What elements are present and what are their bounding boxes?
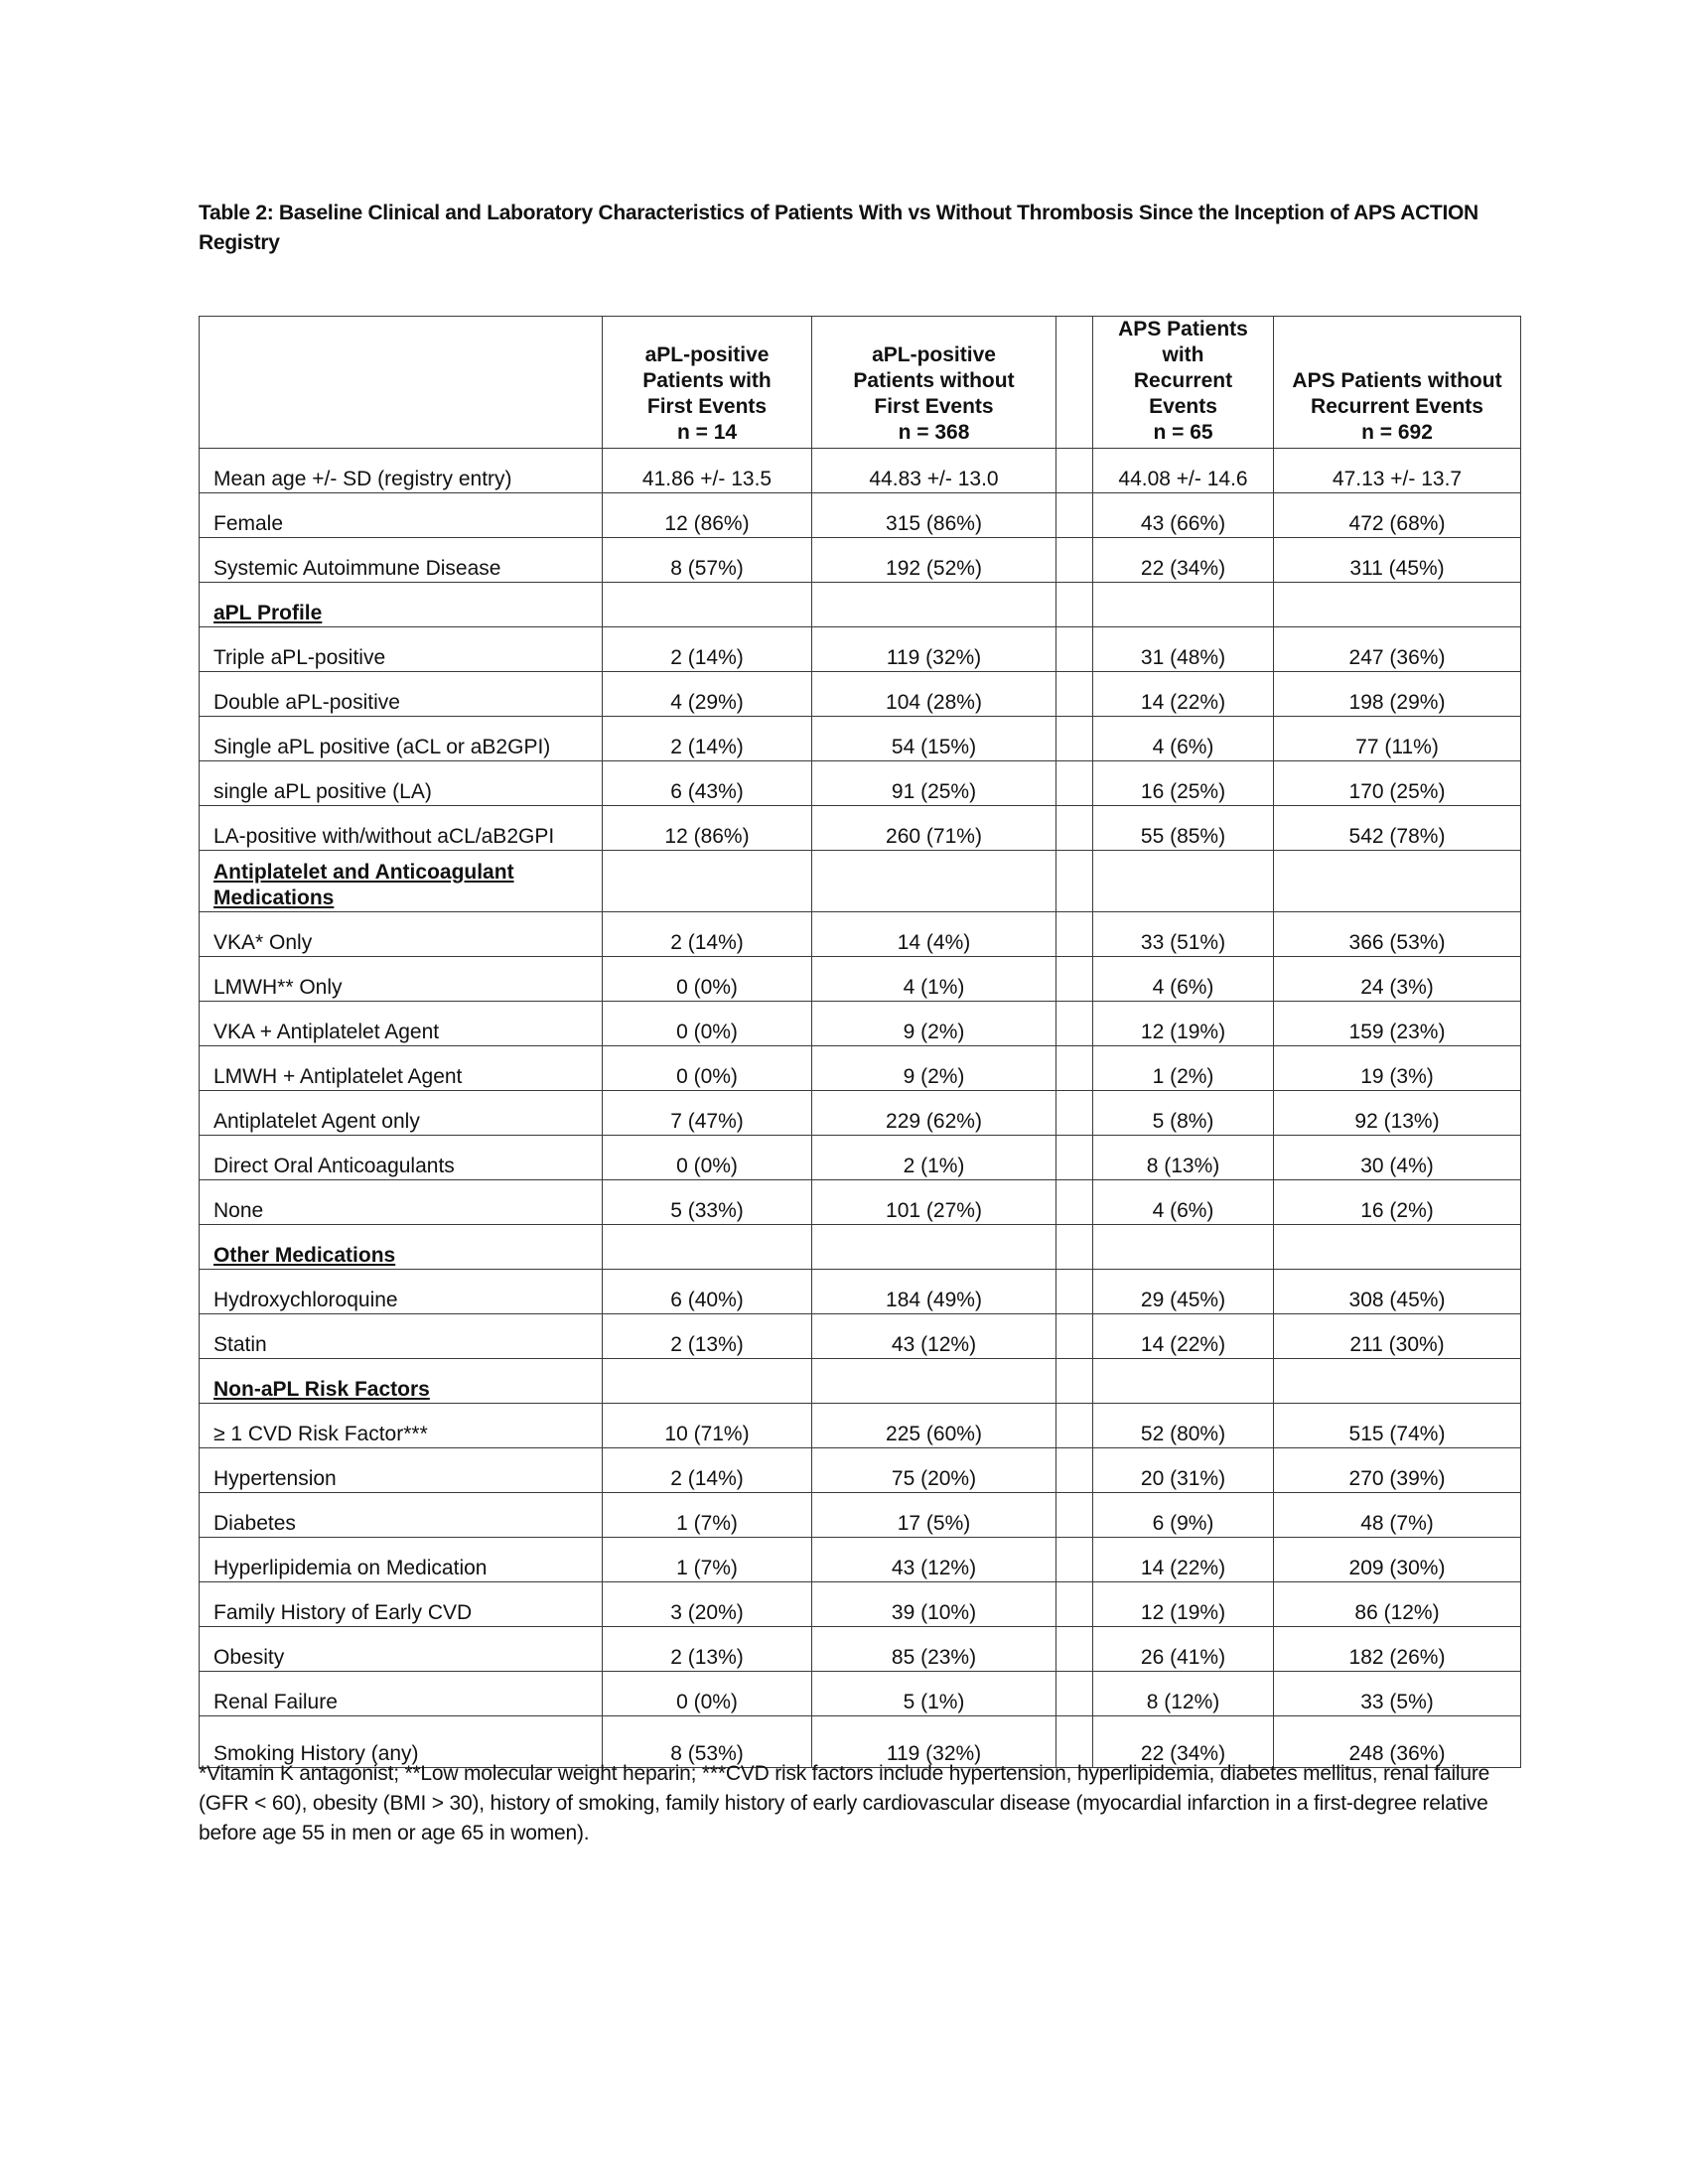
value-cell: 14 (22%) (1093, 672, 1274, 717)
value-cell (603, 1225, 812, 1270)
spacer-cell (1056, 1359, 1093, 1404)
section-header-row (200, 583, 1521, 627)
value-cell (603, 1359, 812, 1404)
value-cell (603, 851, 812, 912)
value-cell: 44.83 +/- 13.0 (812, 449, 1056, 493)
table-row (200, 1046, 1521, 1091)
value-cell: 104 (28%) (812, 672, 1056, 717)
value-cell: 6 (40%) (603, 1270, 812, 1314)
value-cell: 33 (5%) (1274, 1672, 1521, 1716)
value-cell: 2 (14%) (603, 717, 812, 761)
value-cell: 4 (6%) (1093, 957, 1274, 1002)
table-row (200, 493, 1521, 538)
value-cell: 33 (51%) (1093, 912, 1274, 957)
spacer-cell (1056, 717, 1093, 761)
table-row (200, 806, 1521, 851)
section-label: Other Medications (200, 1225, 603, 1270)
table-row (200, 627, 1521, 672)
value-cell: 159 (23%) (1274, 1002, 1521, 1046)
spacer-cell (1056, 1091, 1093, 1136)
value-cell: 92 (13%) (1274, 1091, 1521, 1136)
value-cell: 20 (31%) (1093, 1448, 1274, 1493)
value-cell: 17 (5%) (812, 1493, 1056, 1538)
value-cell: 43 (12%) (812, 1314, 1056, 1359)
spacer-cell (1056, 957, 1093, 1002)
value-cell (812, 583, 1056, 627)
spacer-cell (1056, 1136, 1093, 1180)
value-cell (1093, 1225, 1274, 1270)
header-line: Patients with (642, 369, 772, 392)
table-row (200, 1672, 1521, 1716)
value-cell: 2 (14%) (603, 912, 812, 957)
value-cell: 9 (2%) (812, 1046, 1056, 1091)
header-apl-without-first-events (812, 317, 1056, 449)
value-cell: 29 (45%) (1093, 1270, 1274, 1314)
table-row (200, 672, 1521, 717)
value-cell: 30 (4%) (1274, 1136, 1521, 1180)
table-row (200, 1538, 1521, 1582)
row-label: Smoking History (any) (200, 1716, 603, 1768)
value-cell: 170 (25%) (1274, 761, 1521, 806)
spacer-cell (1056, 761, 1093, 806)
table-row (200, 538, 1521, 583)
spacer-cell (1056, 1314, 1093, 1359)
header-line: First Events (646, 395, 768, 418)
value-cell: 119 (32%) (812, 627, 1056, 672)
value-cell (1093, 851, 1274, 912)
header-line: aPL-positive (644, 343, 770, 366)
row-label: Statin (200, 1314, 603, 1359)
value-cell: 5 (8%) (1093, 1091, 1274, 1136)
value-cell: 0 (0%) (603, 1002, 812, 1046)
spacer-cell (1056, 583, 1093, 627)
header-n: n = 692 (1361, 421, 1433, 444)
row-label: Renal Failure (200, 1672, 603, 1716)
row-label: Antiplatelet Agent only (200, 1091, 603, 1136)
header-empty (200, 317, 603, 449)
characteristics-table (199, 316, 1521, 1768)
value-cell: 311 (45%) (1274, 538, 1521, 583)
value-cell: 209 (30%) (1274, 1538, 1521, 1582)
table-row (200, 1270, 1521, 1314)
header-line: First Events (874, 395, 994, 418)
spacer-cell (1056, 493, 1093, 538)
value-cell: 198 (29%) (1274, 672, 1521, 717)
value-cell: 4 (6%) (1093, 1180, 1274, 1225)
spacer-cell (1056, 1002, 1093, 1046)
value-cell: 247 (36%) (1274, 627, 1521, 672)
value-cell: 182 (26%) (1274, 1627, 1521, 1672)
value-cell: 14 (22%) (1093, 1314, 1274, 1359)
row-label: LMWH + Antiplatelet Agent (200, 1046, 603, 1091)
value-cell: 1 (2%) (1093, 1046, 1274, 1091)
header-line: aPL-positive (872, 343, 996, 366)
value-cell: 2 (13%) (603, 1314, 812, 1359)
value-cell: 270 (39%) (1274, 1448, 1521, 1493)
row-label: Triple aPL-positive (200, 627, 603, 672)
spacer-cell (1056, 1180, 1093, 1225)
value-cell: 315 (86%) (812, 493, 1056, 538)
value-cell: 4 (29%) (603, 672, 812, 717)
table-row (200, 717, 1521, 761)
value-cell: 8 (12%) (1093, 1672, 1274, 1716)
table-body (200, 449, 1521, 1768)
header-line: Recurrent Events (1311, 395, 1483, 418)
value-cell: 515 (74%) (1274, 1404, 1521, 1448)
table-row (200, 1180, 1521, 1225)
value-cell: 26 (41%) (1093, 1627, 1274, 1672)
row-label: Obesity (200, 1627, 603, 1672)
table-row (200, 957, 1521, 1002)
row-label: Double aPL-positive (200, 672, 603, 717)
spacer-cell (1056, 1046, 1093, 1091)
value-cell: 54 (15%) (812, 717, 1056, 761)
table-row (200, 1002, 1521, 1046)
value-cell: 184 (49%) (812, 1270, 1056, 1314)
value-cell: 19 (3%) (1274, 1046, 1521, 1091)
header-line: Recurrent Events (1133, 369, 1233, 418)
value-cell: 55 (85%) (1093, 806, 1274, 851)
section-label: Antiplatelet and Anticoagulant Medications (200, 851, 603, 912)
value-cell: 41.86 +/- 13.5 (603, 449, 812, 493)
spacer-cell (1056, 627, 1093, 672)
section-label: aPL Profile (200, 583, 603, 627)
header-row (200, 317, 1521, 449)
value-cell (1274, 851, 1521, 912)
row-label: Single aPL positive (aCL or aB2GPI) (200, 717, 603, 761)
row-label: Female (200, 493, 603, 538)
value-cell: 39 (10%) (812, 1582, 1056, 1627)
spacer-cell (1056, 912, 1093, 957)
value-cell: 47.13 +/- 13.7 (1274, 449, 1521, 493)
row-label: LA-positive with/without aCL/aB2GPI (200, 806, 603, 851)
spacer-cell (1056, 1582, 1093, 1627)
table-row (200, 912, 1521, 957)
value-cell: 248 (36%) (1274, 1716, 1521, 1768)
spacer-cell (1056, 672, 1093, 717)
spacer-cell (1056, 1538, 1093, 1582)
value-cell (812, 1359, 1056, 1404)
table-row (200, 1493, 1521, 1538)
section-header-row (200, 851, 1521, 912)
section-header-row (200, 1225, 1521, 1270)
table-row (200, 449, 1521, 493)
spacer-cell (1056, 1493, 1093, 1538)
value-cell (1093, 583, 1274, 627)
row-label: Hydroxychloroquine (200, 1270, 603, 1314)
header-line: APS Patients with (1118, 318, 1248, 366)
spacer-cell (1056, 538, 1093, 583)
value-cell (812, 851, 1056, 912)
section-label: Non-aPL Risk Factors (200, 1359, 603, 1404)
table-row (200, 1404, 1521, 1448)
value-cell (1274, 1225, 1521, 1270)
value-cell: 43 (12%) (812, 1538, 1056, 1582)
value-cell: 4 (6%) (1093, 717, 1274, 761)
spacer-cell (1056, 1225, 1093, 1270)
table-row (200, 1627, 1521, 1672)
value-cell: 101 (27%) (812, 1180, 1056, 1225)
value-cell: 86 (12%) (1274, 1582, 1521, 1627)
value-cell: 22 (34%) (1093, 538, 1274, 583)
value-cell: 5 (1%) (812, 1672, 1056, 1716)
value-cell: 211 (30%) (1274, 1314, 1521, 1359)
spacer-cell (1056, 1627, 1093, 1672)
value-cell: 4 (1%) (812, 957, 1056, 1002)
table-row (200, 761, 1521, 806)
value-cell: 10 (71%) (603, 1404, 812, 1448)
value-cell: 44.08 +/- 14.6 (1093, 449, 1274, 493)
value-cell: 8 (53%) (603, 1716, 812, 1768)
value-cell: 0 (0%) (603, 1046, 812, 1091)
row-label: Family History of Early CVD (200, 1582, 603, 1627)
value-cell: 16 (25%) (1093, 761, 1274, 806)
row-label: Hypertension (200, 1448, 603, 1493)
value-cell: 14 (4%) (812, 912, 1056, 957)
value-cell: 6 (43%) (603, 761, 812, 806)
spacer-cell (1056, 1672, 1093, 1716)
value-cell: 14 (22%) (1093, 1538, 1274, 1582)
value-cell: 229 (62%) (812, 1091, 1056, 1136)
spacer-cell (1056, 806, 1093, 851)
row-label: VKA* Only (200, 912, 603, 957)
value-cell (1274, 1359, 1521, 1404)
value-cell: 22 (34%) (1093, 1716, 1274, 1768)
table-row (200, 1091, 1521, 1136)
value-cell: 542 (78%) (1274, 806, 1521, 851)
value-cell: 3 (20%) (603, 1582, 812, 1627)
table-row (200, 1314, 1521, 1359)
header-aps-without-recurrent-events (1274, 317, 1521, 449)
value-cell: 8 (13%) (1093, 1136, 1274, 1180)
row-label: None (200, 1180, 603, 1225)
value-cell: 52 (80%) (1093, 1404, 1274, 1448)
header-line: Patients without (853, 369, 1015, 392)
value-cell: 16 (2%) (1274, 1180, 1521, 1225)
row-label: Hyperlipidemia on Medication (200, 1538, 603, 1582)
value-cell: 2 (13%) (603, 1627, 812, 1672)
value-cell: 7 (47%) (603, 1091, 812, 1136)
table-title: Table 2: Baseline Clinical and Laboratory Characteristics of Patients With vs Without Thrombosis Since the Inception of APS ACTION Registry (199, 202, 1478, 254)
header-aps-with-recurrent-events (1093, 317, 1274, 449)
value-cell (1093, 1359, 1274, 1404)
row-label: Diabetes (200, 1493, 603, 1538)
value-cell: 75 (20%) (812, 1448, 1056, 1493)
header-n: n = 368 (898, 421, 970, 444)
value-cell: 472 (68%) (1274, 493, 1521, 538)
value-cell: 6 (9%) (1093, 1493, 1274, 1538)
table-row (200, 1136, 1521, 1180)
value-cell: 308 (45%) (1274, 1270, 1521, 1314)
value-cell: 0 (0%) (603, 957, 812, 1002)
value-cell: 8 (57%) (603, 538, 812, 583)
row-label: Direct Oral Anticoagulants (200, 1136, 603, 1180)
value-cell: 9 (2%) (812, 1002, 1056, 1046)
row-label: Systemic Autoimmune Disease (200, 538, 603, 583)
value-cell: 225 (60%) (812, 1404, 1056, 1448)
value-cell: 12 (86%) (603, 806, 812, 851)
header-spacer (1056, 317, 1093, 449)
spacer-cell (1056, 1448, 1093, 1493)
value-cell: 12 (19%) (1093, 1002, 1274, 1046)
table-row (200, 1448, 1521, 1493)
row-label: ≥ 1 CVD Risk Factor*** (200, 1404, 603, 1448)
value-cell: 48 (7%) (1274, 1493, 1521, 1538)
value-cell: 1 (7%) (603, 1538, 812, 1582)
spacer-cell (1056, 1404, 1093, 1448)
value-cell: 31 (48%) (1093, 627, 1274, 672)
table-footnote: *Vitamin K antagonist; **Low molecular weight heparin; ***CVD risk factors include hypertension, hyperlipidemia, diabetes mellitus, renal failure (GFR < 60), obesity (BMI > 30), history of smoking, family history of early cardiovascular disease (myocardial infarction in a first-degree relative before age 55 in men or age 65 in women). (199, 1762, 1490, 1844)
header-apl-with-first-events (603, 317, 812, 449)
value-cell: 0 (0%) (603, 1136, 812, 1180)
value-cell: 2 (14%) (603, 627, 812, 672)
section-header-row (200, 1359, 1521, 1404)
header-line: APS Patients without (1292, 369, 1502, 392)
value-cell: 24 (3%) (1274, 957, 1521, 1002)
row-label: LMWH** Only (200, 957, 603, 1002)
value-cell (1274, 583, 1521, 627)
value-cell: 1 (7%) (603, 1493, 812, 1538)
value-cell: 0 (0%) (603, 1672, 812, 1716)
table-row (200, 1582, 1521, 1627)
row-label: single aPL positive (LA) (200, 761, 603, 806)
row-label: Mean age +/- SD (registry entry) (200, 449, 603, 493)
spacer-cell (1056, 449, 1093, 493)
value-cell: 2 (1%) (812, 1136, 1056, 1180)
spacer-cell (1056, 1270, 1093, 1314)
value-cell: 12 (86%) (603, 493, 812, 538)
value-cell: 91 (25%) (812, 761, 1056, 806)
value-cell: 43 (66%) (1093, 493, 1274, 538)
header-n: n = 14 (676, 421, 738, 444)
value-cell (603, 583, 812, 627)
value-cell: 2 (14%) (603, 1448, 812, 1493)
header-n: n = 65 (1153, 421, 1213, 444)
value-cell: 366 (53%) (1274, 912, 1521, 957)
spacer-cell (1056, 851, 1093, 912)
value-cell: 5 (33%) (603, 1180, 812, 1225)
value-cell (812, 1225, 1056, 1270)
value-cell: 119 (32%) (812, 1716, 1056, 1768)
value-cell: 12 (19%) (1093, 1582, 1274, 1627)
value-cell: 260 (71%) (812, 806, 1056, 851)
value-cell: 85 (23%) (812, 1627, 1056, 1672)
value-cell: 77 (11%) (1274, 717, 1521, 761)
row-label: VKA + Antiplatelet Agent (200, 1002, 603, 1046)
value-cell: 192 (52%) (812, 538, 1056, 583)
